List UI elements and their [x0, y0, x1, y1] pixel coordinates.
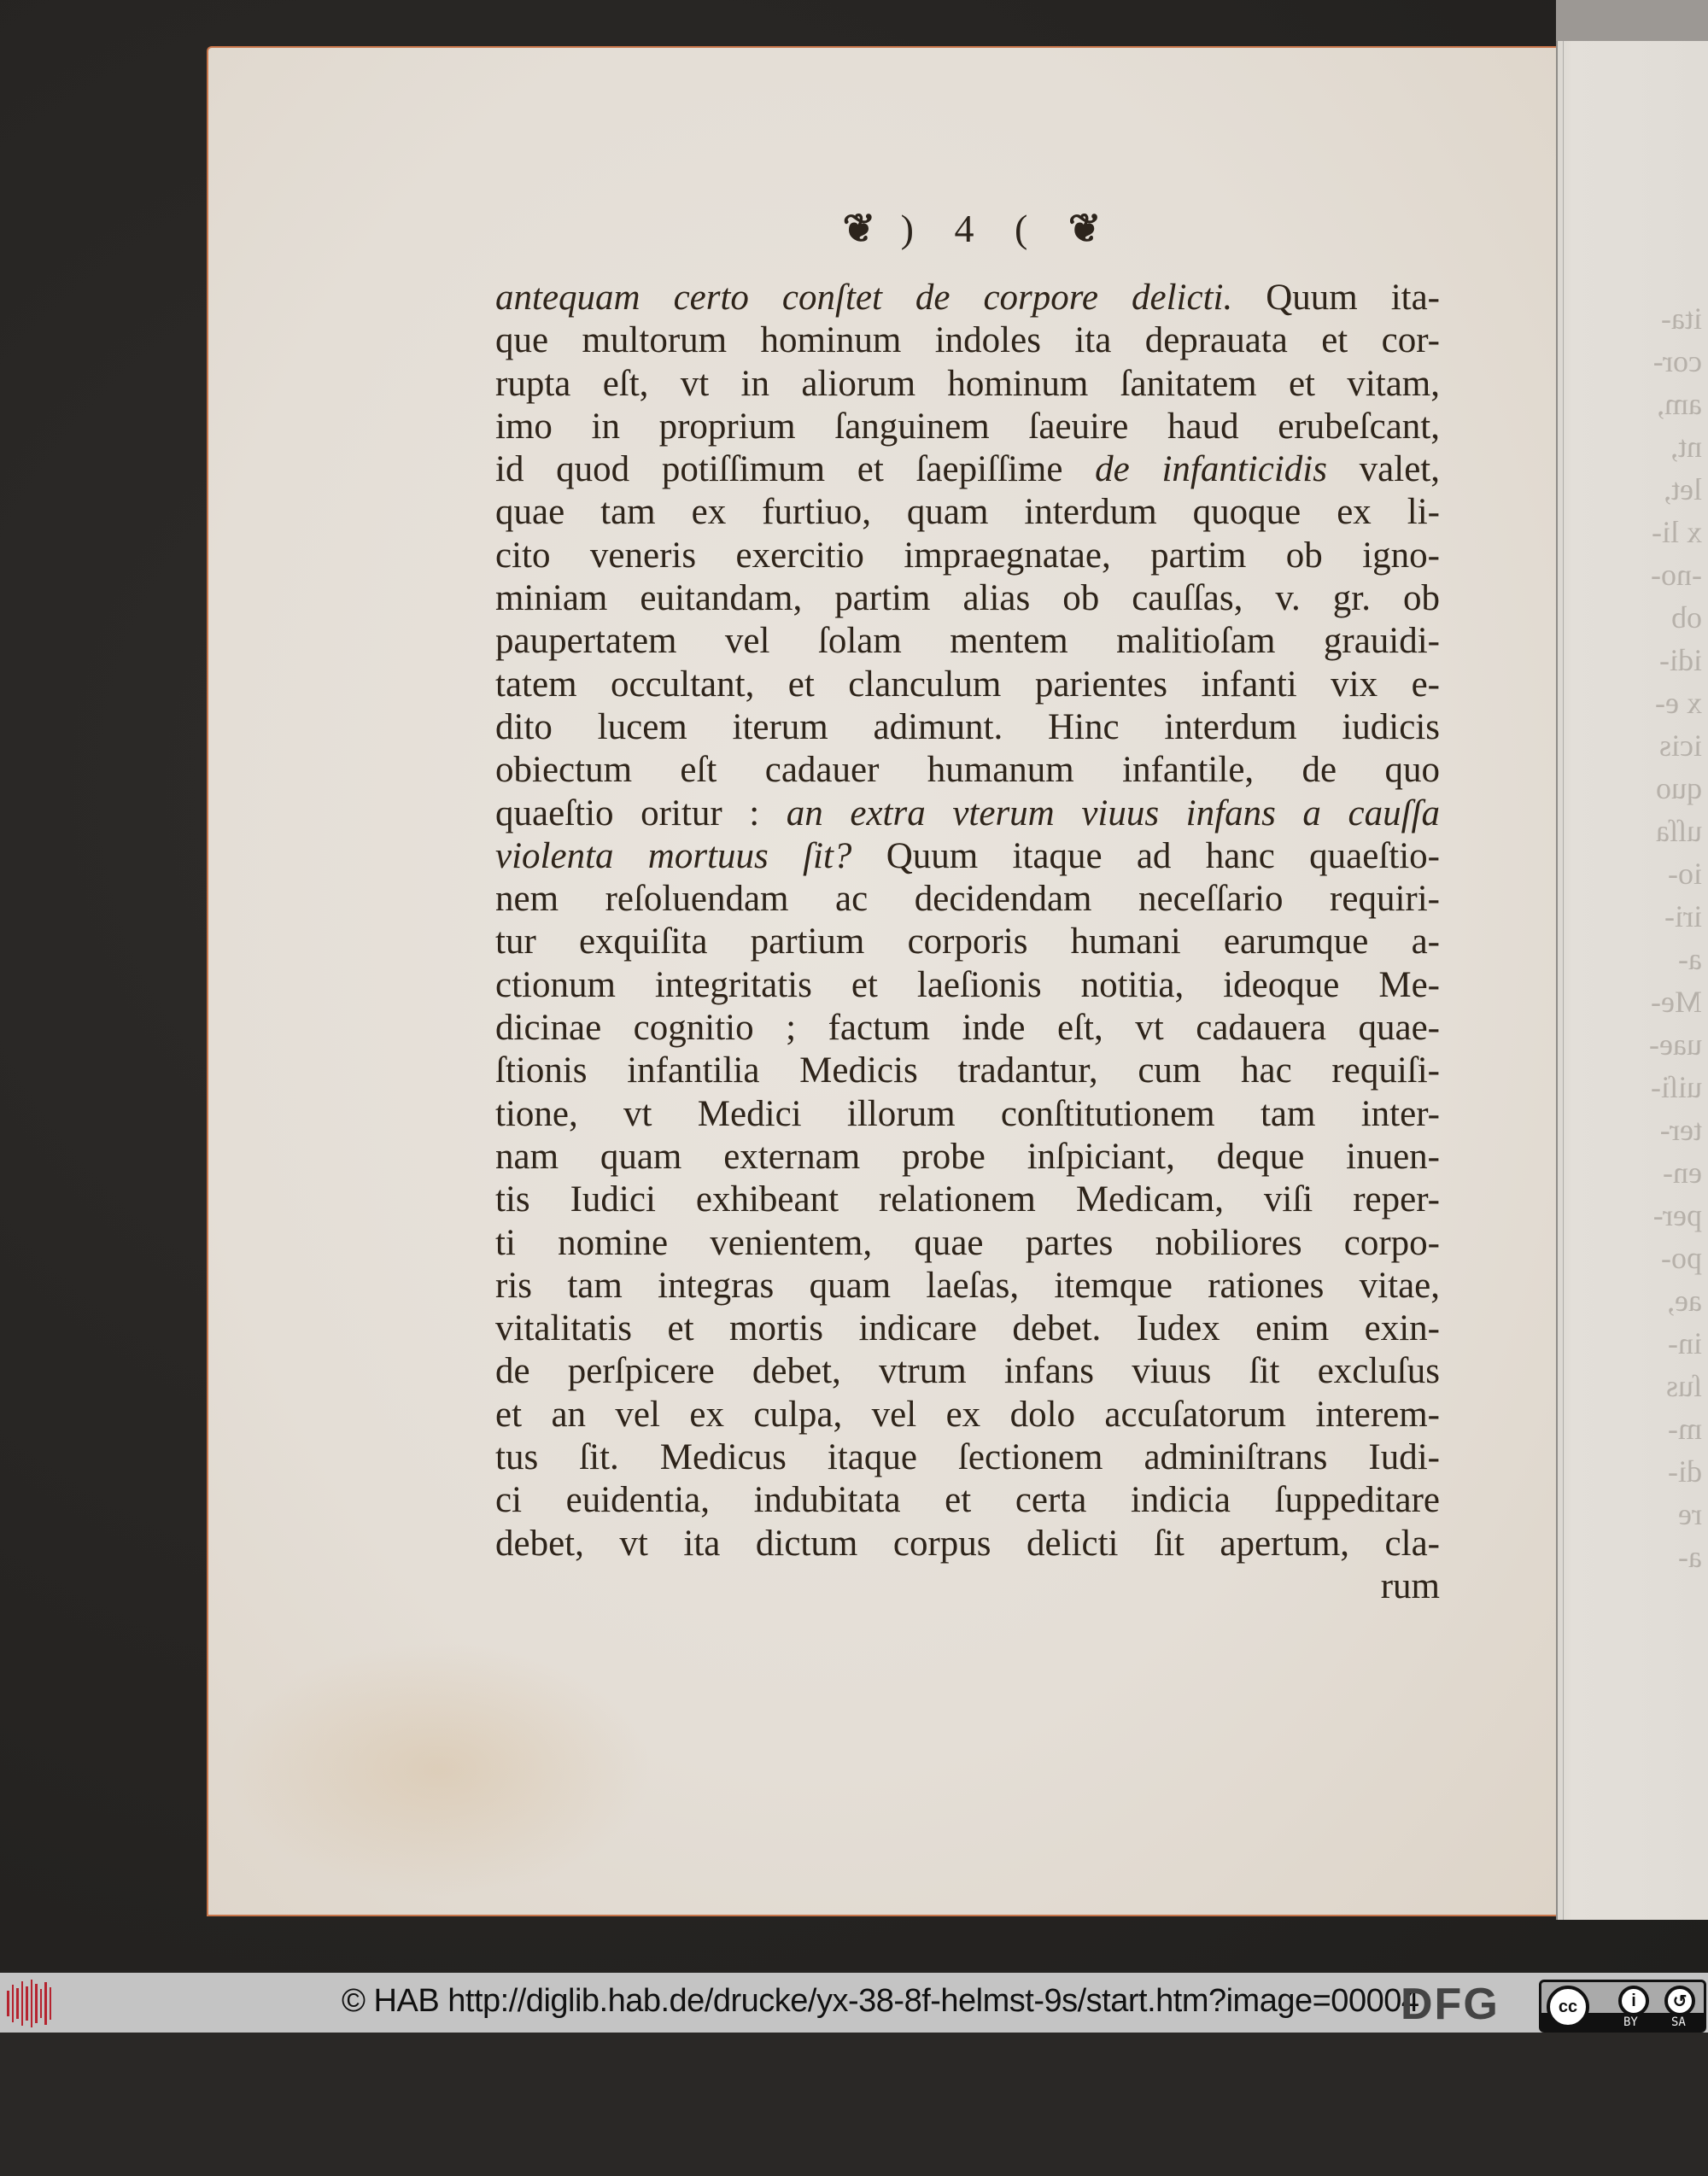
- copyright-url-link[interactable]: © HAB http://diglib.hab.de/drucke/yx-38-8f-helmst-9s/start.htm?image=00004: [342, 1983, 1419, 2019]
- text-line: [495, 1265, 1440, 1307]
- ornament-left-icon: ❦: [842, 205, 876, 251]
- roman-text: ti nomine venientem, quae partes nobiliores corpo-: [495, 1222, 1440, 1263]
- roman-text: de perſpicere debet, vtrum infans viuus ſit excluſus: [495, 1351, 1440, 1392]
- cc-icon: cc: [1547, 1986, 1589, 2028]
- bleed-line: a-: [1678, 942, 1702, 976]
- text-line: [495, 706, 1440, 749]
- text-line: [495, 1093, 1440, 1136]
- bleed-line: ita-: [1661, 301, 1702, 336]
- roman-text: valet,: [1326, 449, 1440, 490]
- roman-text: paupertatem vel ſolam mentem malitioſam grauidi-: [495, 621, 1440, 662]
- attribution-person-icon: i: [1618, 1986, 1649, 2016]
- bleed-line: di-: [1668, 1454, 1702, 1489]
- by-label: BY: [1623, 2015, 1638, 2029]
- text-line: [495, 1222, 1440, 1265]
- text-line: [495, 1523, 1440, 1565]
- cc-by-sa-license-badge[interactable]: [1539, 1980, 1706, 2033]
- text-line: [495, 448, 1440, 491]
- bleed-line: uae-: [1649, 1027, 1702, 1062]
- text-line: [495, 1179, 1440, 1221]
- roman-text: quae tam ex furtiuo, quam interdum quoque ex li-: [495, 492, 1440, 533]
- roman-text: vitalitatis et mortis indicare debet. Iudex enim exin-: [495, 1308, 1440, 1349]
- bleed-line: cor-: [1652, 344, 1702, 378]
- text-line: [495, 363, 1440, 406]
- body-text: [495, 277, 1440, 1608]
- roman-text: Quum ita-: [1232, 278, 1440, 318]
- bleed-line: x e-: [1655, 686, 1702, 720]
- roman-text: tatem occultant, et clanculum parientes infanti vix e-: [495, 664, 1440, 705]
- roman-text: nem reſoluendam ac decidendam neceſſario requiri-: [495, 879, 1440, 920]
- bleed-line: in-: [1668, 1326, 1702, 1360]
- text-line: [495, 878, 1440, 921]
- text-line: [495, 1394, 1440, 1436]
- bleed-line: am,: [1657, 387, 1702, 421]
- italic-text: an extra vterum viuus infans a cauſſa: [786, 793, 1440, 834]
- roman-text: et an vel ex culpa, vel ex dolo accuſatorum interem-: [495, 1394, 1440, 1435]
- dfg-logo: DFG: [1401, 1980, 1500, 2029]
- bleed-line: -no-: [1651, 558, 1702, 592]
- roman-text: dito lucem iterum adimunt. Hinc interdum iudicis: [495, 706, 1440, 747]
- running-head: [784, 205, 1160, 251]
- text-line: [495, 406, 1440, 448]
- roman-text: id quod potiſſimum et ſaepiſſime: [495, 449, 1096, 490]
- roman-text: ris tam integras quam laeſas, itemque rationes vitae,: [495, 1265, 1440, 1306]
- roman-text: tione, vt Medici illorum conſtitutionem tam inter-: [495, 1093, 1440, 1134]
- facing-page-top-strip: [1556, 0, 1708, 41]
- roman-text: Quum itaque ad hanc quaeſtio-: [851, 835, 1440, 876]
- text-line: [495, 1307, 1440, 1350]
- text-line: [495, 835, 1440, 878]
- bleed-line: re: [1678, 1497, 1702, 1531]
- roman-text: tis Iudici exhibeant relationem Medicam, viſi reper-: [495, 1179, 1440, 1220]
- text-line: [495, 921, 1440, 963]
- text-line: [495, 1050, 1440, 1092]
- bleed-line: uiſi-: [1651, 1070, 1702, 1104]
- foxing-stain: [225, 1641, 652, 1898]
- roman-text: tus ſit. Medicus itaque ſectionem adminiſtrans Iudi-: [495, 1437, 1440, 1478]
- roman-text: quaeſtio oritur :: [495, 793, 787, 834]
- bleed-line: iri-: [1664, 899, 1702, 933]
- roman-text: que multorum hominum indoles ita deprauata et cor-: [495, 320, 1440, 361]
- bleed-line: Me-: [1651, 985, 1702, 1019]
- bleed-line: per-: [1652, 1198, 1702, 1232]
- text-line: [495, 620, 1440, 663]
- text-line: [495, 277, 1440, 319]
- roman-text: tur exquiſita partium corporis humani earumque a-: [495, 921, 1440, 962]
- roman-text: obiectum eſt cadauer humanum infantile, de quo: [495, 750, 1440, 791]
- roman-text: ſtionis infantilia Medicis tradantur, cum hac requiſi-: [495, 1050, 1440, 1091]
- italic-text: antequam certo conſtet de corpore delicti.: [495, 278, 1233, 318]
- text-line: [495, 1136, 1440, 1179]
- text-line: [495, 577, 1440, 620]
- sa-label: SA: [1671, 2015, 1686, 2029]
- text-line: [495, 491, 1440, 534]
- roman-text: nam quam externam probe inſpiciant, deque inuen-: [495, 1136, 1440, 1177]
- bleed-line: x li-: [1652, 515, 1702, 549]
- bleed-line: let,: [1664, 472, 1702, 506]
- catchword: rum: [1380, 1565, 1440, 1606]
- bleed-line: ter-: [1659, 1113, 1702, 1147]
- bleed-line: ſus: [1665, 1369, 1702, 1403]
- page-number: ) 4 (: [900, 207, 1044, 250]
- facing-page-bleed-text: [1603, 297, 1705, 2176]
- share-alike-icon: ↺: [1664, 1986, 1695, 2016]
- bleed-line: nt,: [1670, 430, 1702, 464]
- bleed-line: a-: [1678, 1540, 1702, 1574]
- bleed-line: idi-: [1659, 643, 1702, 677]
- bleed-line: icis: [1659, 728, 1702, 763]
- text-line: [495, 1436, 1440, 1479]
- bleed-line: po-: [1661, 1241, 1702, 1275]
- roman-text: miniam euitandam, partim alias ob cauſſas, v. gr. ob: [495, 578, 1440, 619]
- roman-text: cito veneris exercitio impraegnatae, partim ob igno-: [495, 535, 1440, 576]
- bleed-line: ae,: [1667, 1284, 1702, 1318]
- bleed-line: uſſa: [1656, 814, 1702, 848]
- text-line: [495, 1007, 1440, 1050]
- roman-text: ci euidentia, indubitata et certa indicia ſuppeditare: [495, 1480, 1440, 1521]
- text-line: [495, 1350, 1440, 1393]
- bleed-line: ob: [1671, 600, 1702, 635]
- hab-logo-icon: [7, 1980, 51, 2027]
- text-line: [495, 793, 1440, 835]
- facing-page-edge: [1556, 41, 1708, 1920]
- bleed-line: quo: [1656, 771, 1702, 805]
- roman-text: ctionum integritatis et laeſionis notitia, ideoque Me-: [495, 964, 1440, 1005]
- roman-text: debet, vt ita dictum corpus delicti ſit apertum, cla-: [495, 1523, 1440, 1564]
- footer-bar: [0, 1973, 1708, 2033]
- text-line: [495, 535, 1440, 577]
- text-line: [495, 1479, 1440, 1522]
- bleed-line: m-: [1668, 1412, 1702, 1446]
- bleed-line: io-: [1668, 857, 1702, 891]
- text-line: [495, 319, 1440, 362]
- roman-text: dicinae cognitio ; factum inde eſt, vt cadauera quae-: [495, 1008, 1440, 1049]
- ornament-right-icon: ❦: [1068, 205, 1102, 251]
- text-line: [495, 664, 1440, 706]
- italic-text: de infanticidis: [1095, 449, 1327, 490]
- italic-text: violenta mortuus ſit?: [495, 835, 852, 876]
- roman-text: imo in proprium ſanguinem ſaeuire haud erubeſcant,: [495, 406, 1440, 447]
- gutter-line-2: [1563, 41, 1564, 1920]
- roman-text: rupta eſt, vt in aliorum hominum ſanitatem et vitam,: [495, 363, 1440, 404]
- text-line: [495, 749, 1440, 792]
- gutter-line: [1556, 41, 1558, 1920]
- bleed-line: en-: [1663, 1155, 1702, 1190]
- text-line: [495, 964, 1440, 1007]
